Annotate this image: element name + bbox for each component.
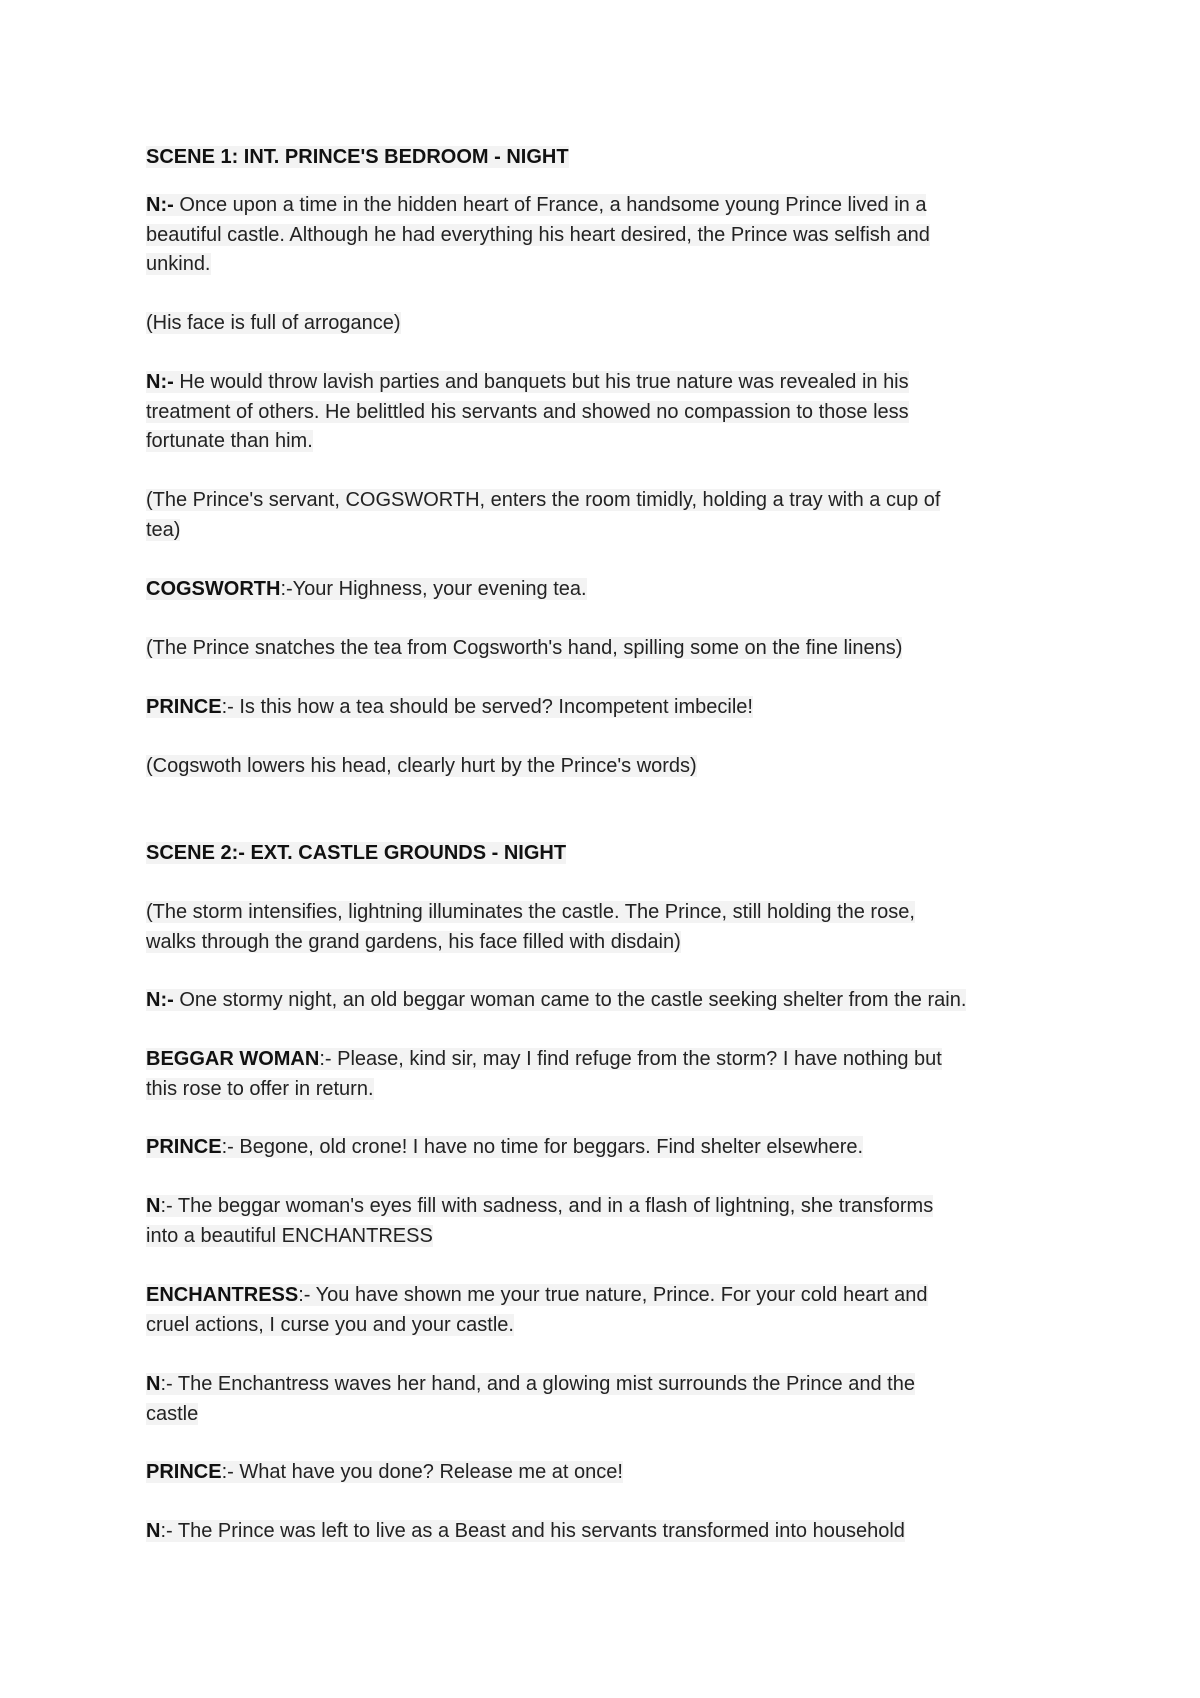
stage-direction-line: tea) xyxy=(146,518,181,541)
scene-2-stage-direction-1 xyxy=(146,898,915,957)
scene-1-stage-direction-2 xyxy=(146,486,940,545)
scene-1-stage-direction-1 xyxy=(146,309,401,339)
dialogue-line: :- Begone, old crone! I have no time for beggars. Find shelter elsewhere. xyxy=(221,1136,864,1158)
scene-1-narration-1 xyxy=(146,191,930,280)
dialogue-line: treatment of others. He belittled his servants and showed no compassion to those less xyxy=(146,400,909,423)
dialogue-line: :- The Enchantress waves her hand, and a glowing mist surrounds the Prince and the xyxy=(160,1373,915,1395)
speaker-label: N:- xyxy=(146,371,174,393)
dialogue-line: unkind. xyxy=(146,253,211,275)
scene-2-narration-1 xyxy=(146,986,966,1016)
speaker-label: PRINCE xyxy=(146,696,222,718)
scene-2-heading xyxy=(146,839,566,869)
speaker-label: PRINCE xyxy=(146,1461,222,1483)
scene-1-stage-direction-4 xyxy=(146,752,697,782)
dialogue-line: :- What have you done? Release me at once! xyxy=(221,1461,623,1483)
scene-2-narration-3 xyxy=(146,1370,915,1429)
dialogue-line: :-Your Highness, your evening tea. xyxy=(280,578,587,600)
speaker-label: N:- xyxy=(146,989,174,1011)
dialogue-line: cruel actions, I curse you and your castle. xyxy=(146,1313,514,1336)
speaker-label: ENCHANTRESS xyxy=(146,1284,299,1306)
scene-2-beggar-woman-line xyxy=(146,1045,942,1104)
dialogue-line: :- Is this how a tea should be served? Incompetent imbecile! xyxy=(221,696,753,718)
dialogue-line: One stormy night, an old beggar woman came to the castle seeking shelter from the rain. xyxy=(173,989,967,1011)
scene-1-heading-text: SCENE 1: INT. PRINCE'S BEDROOM - NIGHT xyxy=(146,146,569,168)
speaker-label: COGSWORTH xyxy=(146,578,281,600)
stage-direction-line: walks through the grand gardens, his face filled with disdain) xyxy=(146,930,681,953)
scene-2-narration-4 xyxy=(146,1517,905,1547)
speaker-label: N xyxy=(146,1195,161,1217)
scene-1-cogsworth-line xyxy=(146,575,587,605)
stage-direction-line: (The Prince snatches the tea from Cogsworth's hand, spilling some on the fine linens) xyxy=(146,637,903,659)
dialogue-line: :- Please, kind sir, may I find refuge from the storm? I have nothing but xyxy=(319,1048,942,1070)
dialogue-line: :- The beggar woman's eyes fill with sadness, and in a flash of lightning, she transforms xyxy=(160,1195,934,1217)
dialogue-line: castle xyxy=(146,1402,199,1425)
dialogue-line: this rose to offer in return. xyxy=(146,1077,374,1100)
dialogue-line: :- The Prince was left to live as a Beast and his servants transformed into household xyxy=(160,1520,905,1542)
dialogue-line: beautiful castle. Although he had everything his heart desired, the Prince was selfish and xyxy=(146,223,930,246)
speaker-label: N:- xyxy=(146,194,174,216)
scene-2-prince-line-2 xyxy=(146,1458,623,1488)
scene-1-prince-line xyxy=(146,693,753,723)
stage-direction-line: (The Prince's servant, COGSWORTH, enters the room timidly, holding a tray with a cup of xyxy=(146,489,941,511)
scene-1-narration-2 xyxy=(146,368,909,457)
speaker-label: PRINCE xyxy=(146,1136,222,1158)
stage-direction-line: (His face is full of arrogance) xyxy=(146,312,401,334)
scene-2-heading-text: SCENE 2:- EXT. CASTLE GROUNDS - NIGHT xyxy=(146,842,567,864)
scene-1-heading xyxy=(146,143,569,173)
scene-2-prince-line-1 xyxy=(146,1133,863,1163)
scene-1-stage-direction-3 xyxy=(146,634,902,664)
dialogue-line: He would throw lavish parties and banquets but his true nature was revealed in his xyxy=(173,371,909,393)
stage-direction-line: (Cogswoth lowers his head, clearly hurt by the Prince's words) xyxy=(146,755,697,777)
speaker-label: N xyxy=(146,1520,161,1542)
scene-2-narration-2 xyxy=(146,1192,933,1251)
speaker-label: BEGGAR WOMAN xyxy=(146,1048,320,1070)
dialogue-line: Once upon a time in the hidden heart of France, a handsome young Prince lived in a xyxy=(173,194,927,216)
scene-2-enchantress-line xyxy=(146,1281,928,1340)
dialogue-line: :- You have shown me your true nature, Prince. For your cold heart and xyxy=(298,1284,928,1306)
dialogue-line: into a beautiful ENCHANTRESS xyxy=(146,1224,433,1247)
speaker-label: N xyxy=(146,1373,161,1395)
stage-direction-line: (The storm intensifies, lightning illuminates the castle. The Prince, still holding the rose, xyxy=(146,901,915,923)
dialogue-line: fortunate than him. xyxy=(146,430,313,452)
